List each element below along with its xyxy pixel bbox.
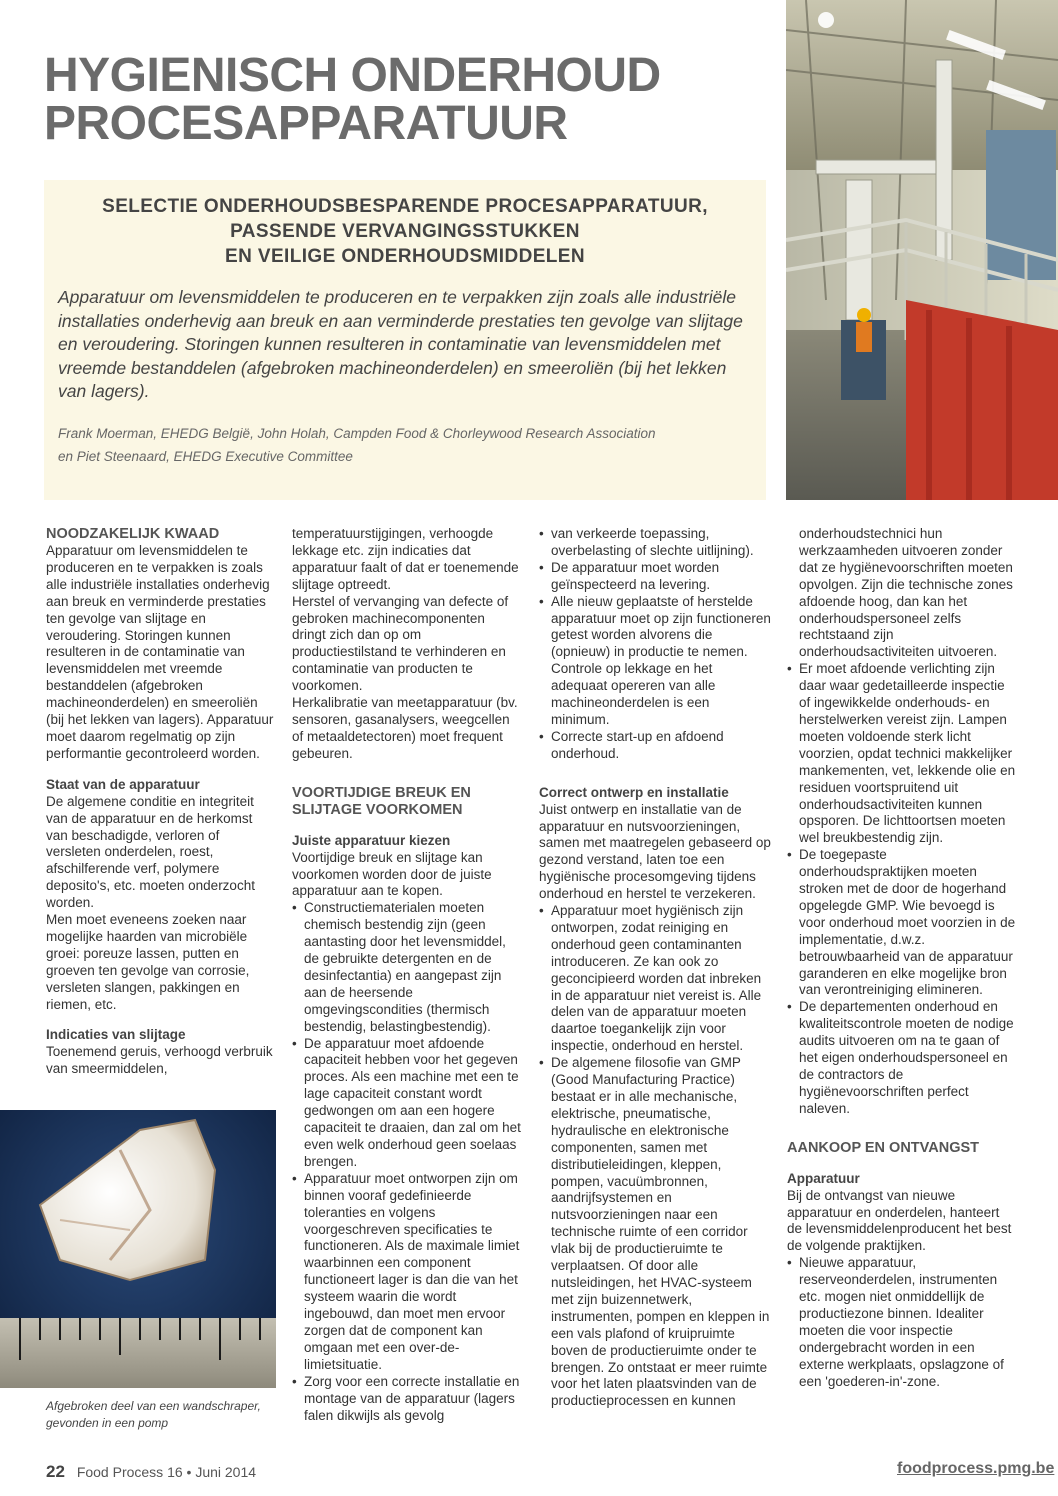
list-item: • De algemene filosofie van GMP (Good Manufacturing Practice) bestaat er in alle mechanische, elektrische, pneumatische, hydraulische en elektronische componenten, samen met distributieleidingen, kleppen, pompen, vacuümbronnen, aandrijfsystemen en nutsvoorzieningen naar een technische ruimte of een corridor vlak bij de productieruimte te verplaatsen. Of door alle nutsleidingen, het HVAC-systeem met zijn buizennetwerk, instrumenten, pompen en kleppen in een vals plafond of kruipruimte boven de productieruimte onder te brengen. Zo ontstaat er meer ruimte voor het laten plaatsvinden van de productieprocessen en kunnen: [539, 1055, 771, 1410]
list-item: • Correcte start-up en afdoend onderhoud.: [539, 729, 771, 763]
paragraph-technici-cont: onderhoudstechnici hun werkzaamheden uitvoeren zonder dat ze hygiënevoorschriften moeten opvolgen. Zijn die technische zones afdoende hoog, dan kan het onderhoudspersoneel zelfs rechtstaand zijn onderhoudsactiviteiten uitvoeren.: [799, 526, 1013, 660]
author-line-1: Frank Moerman, EHEDG België, John Holah, Campden Food & Chorleywood Research Association: [58, 426, 656, 441]
paragraph-intro: Apparatuur om levensmiddelen te produceren en te verpakken is zoals alle industriële installaties onderhevig aan breuk en verminderde prestaties ten gevolge van slijtage en veroudering. Storingen kunnen resulteren in de contaminatie van levensmiddelen met vreemde bestanddelen (afgebroken machineonderdelen) en smeeroliën (bij het lekken van lagers). Apparatuur moet daarom regelmatig op zijn performantie gecontroleerd worden.: [46, 543, 274, 761]
issue-label: Food Process 16 • Juni 2014: [76, 1464, 257, 1480]
subtitle-line-2: PASSENDE VERVANGINGSSTUKKEN: [230, 221, 580, 242]
subtitle-line-3: EN VEILIGE ONDERHOUDSMIDDELEN: [225, 246, 585, 267]
heading-noodzakelijk-kwaad: NOODZAKELIJK KWAAD: [46, 526, 220, 542]
title-line-1: HYGIENISCH ONDERHOUD: [44, 49, 661, 102]
caption-line-1: Afgebroken deel van een wandschraper,: [46, 1399, 261, 1413]
paragraph-apparatuur: Bij de ontvangst van nieuwe apparatuur en onderdelen, hanteert de levensmiddelenproducent het best de volgende praktijken.: [787, 1187, 1012, 1254]
list-item: • Apparatuur moet ontworpen zijn om binnen vooraf gedefinieerde toleranties en volgens voorgeschreven specificaties te functioneren. Als de maximale limiet waarbinnen een component functioneert lager is dan die van het systeem waarin die wordt ingebouwd, dan moet men ervoor zorgen dat de component kan omgaan met een over-de-limietsituatie.: [292, 1171, 522, 1374]
bullet-list-ontvangst: [787, 1255, 1017, 1390]
list-item: • De departementen onderhoud en kwaliteitscontrole moeten de nodige audits uitvoeren om na te gaan of het eigen onderhoudspersoneel en de contractors de hygiënevoorschriften perfect naleven.: [787, 999, 1017, 1117]
paragraph-herkalibratie: Herkalibratie van meetapparatuur (bv. sensoren, gasanalysers, weegcellen of metaaldetectoren) moet frequent gebeuren.: [292, 695, 518, 761]
paragraph-indicaties-cont: temperatuurstijgingen, verhoogde lekkage etc. zijn indicaties dat apparatuur faalt of dat er toenemende slijtage optreedt.: [292, 526, 519, 592]
photo-caption: [46, 1398, 276, 1432]
list-item: • De apparatuur moet afdoende capaciteit hebben voor het gegeven proces. Als een machine met een te lage capaciteit constant wordt gedwongen om aan een hogere capaciteit te draaien, dan zal om het even welk onderhoud geen soelaas brengen.: [292, 1036, 522, 1171]
list-item: • De apparatuur moet worden geïnspecteerd na levering.: [539, 560, 771, 594]
bullet-list-juiste: [292, 900, 522, 1424]
paragraph-correct: Juist ontwerp en installatie van de apparatuur en nutsvoorzieningen, samen met maatregelen gebaseerd op gezond verstand, laten toe een hygiënische procesomgeving tijdens onderhoud en herstel te verzekeren.: [539, 801, 771, 902]
process-hall-photo: [786, 0, 1058, 500]
paragraph-staat-1: De algemene conditie en integriteit van de apparatuur en de herkomst van beschadigde, verloren of versleten onderdelen, roest, afschilferende verf, polymere deposito's, etc. moeten onderzocht worden.: [46, 793, 255, 911]
subheading-indicaties-slijtage: Indicaties van slijtage: [46, 1027, 186, 1043]
lead-paragraph: Apparatuur om levensmiddelen te produceren en te verpakken zijn zoals alle industriële installaties onderhevig aan breuk en aan verminderde prestaties ten gevolge van slijtage en veroudering. Storingen kunnen resulteren in contaminatie van levensmiddelen met vreemde bestanddelen (afgebroken machineonderdelen) en smeeroliën (bij het lekken van lagers).: [58, 287, 743, 402]
author-line-2: en Piet Steenaard, EHEDG Executive Committee: [58, 449, 353, 464]
page-number: 22: [46, 1462, 65, 1481]
author-credit: [58, 422, 758, 468]
paragraph-staat-2: Men moet eveneens zoeken naar mogelijke haarden van microbiële groei: poreuze lassen, putten en groeven ten gevolge van corrosie, versleten slangen, pakkingen en riemen, etc.: [46, 912, 250, 1012]
subheading-apparatuur: Apparatuur: [787, 1170, 860, 1186]
list-item-continued: • van verkeerde toepassing, overbelasting of slechte uitlijning).: [539, 526, 771, 560]
subtitle: [44, 194, 766, 269]
column-1: [46, 526, 276, 1078]
process-hall-illustration: [786, 0, 1058, 500]
title-line-2: PROCESAPPARATUUR: [44, 97, 568, 150]
article-title: [44, 49, 764, 150]
broken-part-photo: [0, 1110, 276, 1388]
subheading-correct-ontwerp: Correct ontwerp en installatie: [539, 784, 729, 800]
bullet-list-verlichting: [787, 661, 1017, 1117]
list-item: • De toegepaste onderhoudspraktijken moeten stroken met de door de hogerhand opgelegde GMP. Wie bevoegd is voor onderhoud moet voorzien in de implementatie, d.w.z. betrouwbaarheid van de apparatuur garanderen en elke mogelijke bron van verontreiniging elimineren.: [787, 847, 1017, 999]
list-item: • Er moet afdoende verlichting zijn daar waar gedetailleerde inspectie of ingewikkelde onderhouds- en herstelwerken vereist zijn. Lampen moeten voldoende sterk licht voorzien, opdat technici makkelijker mankementen, vet, lekkende olie en residuen voortspruitend uit onderhoudsactiviteiten kunnen opsporen. De lichttoortsen moeten wel breukbestendig zijn.: [787, 661, 1017, 847]
bullet-list-ontwerp: [539, 903, 771, 1410]
footer-info: [46, 1462, 256, 1482]
column-3: [539, 526, 771, 1410]
list-item: • Nieuwe apparatuur, reserveonderdelen, instrumenten etc. mogen niet onmiddellijk de productiezone binnen. Idealiter moeten die voor inspectie ondergebracht worden in een externe werkplaats, opslagzone of een 'goederen-in'-zone.: [787, 1255, 1017, 1390]
subtitle-line-1: SELECTIE ONDERHOUDSBESPARENDE PROCESAPPARATUUR,: [102, 196, 708, 217]
website-link[interactable]: foodprocess.pmg.be: [897, 1460, 1055, 1477]
caption-line-2: gevonden in een pomp: [46, 1416, 169, 1430]
list-item: • Alle nieuw geplaatste of herstelde apparatuur moet op zijn functioneren getest worden alvorens die (opnieuw) in productie te nemen. Controle op lekkage en het adequaat opereren van alle machineonderdelen is een minimum.: [539, 594, 771, 729]
column-4: [787, 526, 1017, 1391]
heading-voortijdige-breuk: VOORTIJDIGE BREUK EN SLIJTAGE VOORKOMEN: [292, 784, 471, 818]
list-item: • Apparatuur moet hygiënisch zijn ontworpen, zodat reiniging en onderhoud geen contaminanten introduceren. Ze kan ook zo geconcipieerd worden dat inbreken in de apparatuur niet vereist is. Alle delen van de apparatuur moeten daartoe toegankelijk zijn voor inspectie, onderhoud en herstel.: [539, 903, 771, 1055]
bullet-list-cont: [539, 526, 771, 763]
heading-aankoop-ontvangst: AANKOOP EN ONTVANGST: [787, 1139, 980, 1156]
subheading-staat-apparatuur: Staat van de apparatuur: [46, 776, 200, 792]
broken-part-illustration: [0, 1110, 276, 1388]
list-item: • Constructiematerialen moeten chemisch bestendig zijn (geen aantasting door het levensmiddel, de gebruikte detergenten en de desinfectantia) en aangepast zijn aan de heersende omgevingscondities (thermisch bestendig, belastingbestendig).: [292, 900, 522, 1035]
list-item: • Zorg voor een correcte installatie en montage van de apparatuur (lagers falen dikwijls als gevolg: [292, 1374, 522, 1425]
paragraph-indicaties: Toenemend geruis, verhoogd verbruik van smeermiddelen,: [46, 1044, 273, 1077]
paragraph-juiste: Voortijdige breuk en slijtage kan voorkomen worden door de juiste apparatuur aan te kopen.: [292, 849, 492, 899]
paragraph-herstel: Herstel of vervanging van defecte of gebroken machinecomponenten dringt zich dan op om productiestilstand te verhinderen en contaminatie van producten te voorkomen.: [292, 593, 509, 694]
column-2: [292, 526, 522, 1424]
subheading-juiste-apparatuur: Juiste apparatuur kiezen: [292, 832, 451, 848]
